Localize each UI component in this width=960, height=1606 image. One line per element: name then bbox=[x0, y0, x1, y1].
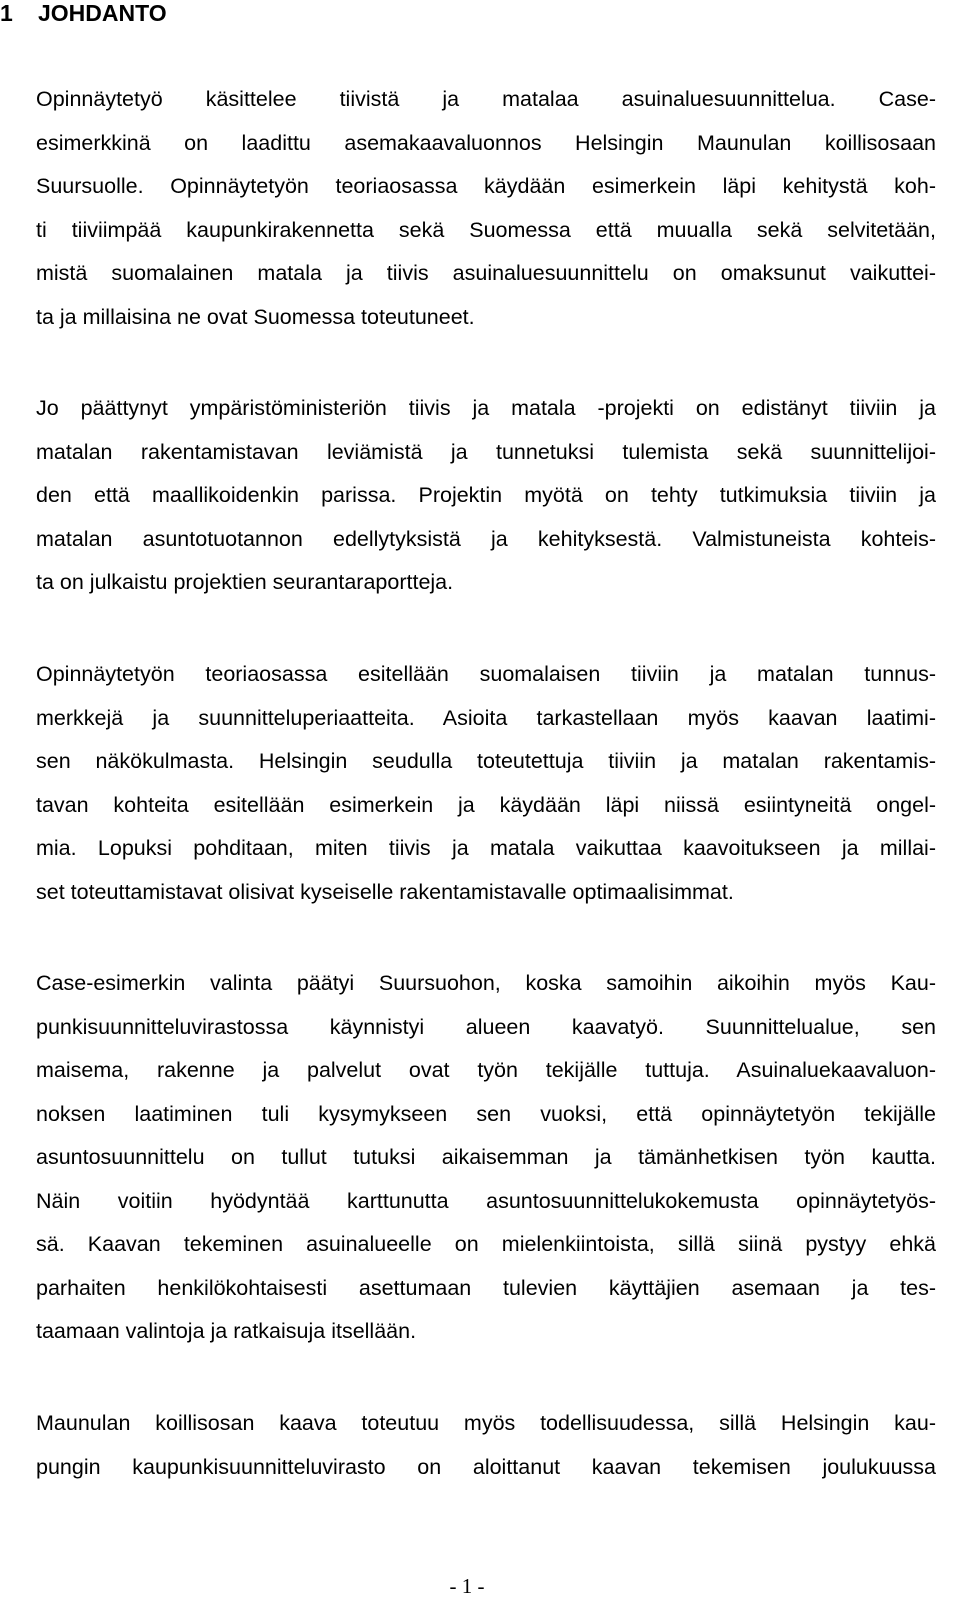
text-line: tavan kohteita esitellään esimerkein ja käydään läpi niissä esiintyneitä ongel- bbox=[36, 792, 936, 817]
paragraph-intro bbox=[36, 78, 936, 339]
text-line: den että maallikoidenkin parissa. Projektin myötä on tehty tutkimuksia tiiviin ja bbox=[36, 483, 936, 507]
text-line: set toteuttamistavat olisivat kyseiselle rakentamistavalle optimaalisimmat. bbox=[36, 879, 734, 904]
text-line: noksen laatiminen tuli kysymykseen sen vuoksi, että opinnäytetyön tekijälle bbox=[36, 1101, 936, 1126]
text-line: ta ja millaisina ne ovat Suomessa toteutuneet. bbox=[36, 304, 475, 329]
text-line: mia. Lopuksi pohditaan, miten tiivis ja matala vaikuttaa kaavoitukseen ja millai- bbox=[36, 836, 936, 860]
paragraph-project bbox=[36, 387, 936, 605]
text-line: esimerkkinä on laadittu asemakaavaluonnos Helsingin Maunulan koillisosaan bbox=[36, 130, 936, 155]
text-line: matalan rakentamistavan leviämistä ja tunnetuksi tulemista sekä suunnittelijoi- bbox=[36, 439, 936, 464]
text-line: pungin kaupunkisuunnitteluvirasto on aloittanut kaavan tekemisen joulukuussa bbox=[36, 1454, 936, 1479]
text-line: asuntosuunnittelu on tullut tutuksi aikaisemman ja tämänhetkisen työn kautta. bbox=[36, 1145, 936, 1169]
text-line: matalan asuntotuotannon edellytyksistä ja kehityksestä. Valmistuneista kohteis- bbox=[36, 526, 936, 551]
paragraph-case bbox=[36, 962, 936, 1354]
text-line: taamaan valintoja ja ratkaisuja itsellään. bbox=[36, 1319, 417, 1343]
text-line: Suursuolle. Opinnäytetyön teoriaosassa käydään esimerkein läpi kehitystä koh- bbox=[36, 174, 936, 198]
chapter-heading bbox=[0, 0, 167, 26]
text-line: maisema, rakenne ja palvelut ovat työn tekijälle tuttuja. Asuinaluekaavaluon- bbox=[36, 1058, 936, 1082]
paragraph-theory bbox=[36, 653, 936, 914]
page-number: - 1 - bbox=[449, 1574, 485, 1598]
text-line: Jo päättynyt ympäristöministeriön tiivis ja matala -projekti on edistänyt tiiviin ja bbox=[36, 396, 936, 420]
text-line: merkkejä ja suunnitteluperiaatteita. Asioita tarkastellaan myös kaavan laatimi- bbox=[36, 705, 936, 730]
text-line: Maunulan koillisosan kaava toteutuu myös todellisuudessa, sillä Helsingin kau- bbox=[36, 1411, 936, 1435]
text-line: ta on julkaistu projektien seurantaraportteja. bbox=[36, 570, 454, 594]
text-line: parhaiten henkilökohtaisesti asettumaan tulevien käyttäjien asemaan ja tes- bbox=[36, 1275, 936, 1300]
text-line: Opinnäytetyö käsittelee tiivistä ja matalaa asuinaluesuunnittelua. Case- bbox=[36, 87, 936, 111]
paragraph-plan bbox=[36, 1402, 936, 1489]
text-line: ti tiiviimpää kaupunkirakennetta sekä Suomessa että muualla sekä selvitetään, bbox=[36, 217, 936, 242]
text-line: sen näkökulmasta. Helsingin seudulla toteutettuja tiiviin ja matalan rakentamis- bbox=[36, 749, 936, 773]
text-line: Case-esimerkin valinta päätyi Suursuohon, koska samoihin aikoihin myös Kau- bbox=[36, 971, 936, 995]
chapter-title: JOHDANTO bbox=[38, 0, 167, 26]
text-line: punkisuunnitteluvirastossa käynnistyi alueen kaavatyö. Suunnittelualue, sen bbox=[36, 1014, 936, 1039]
text-line: Näin voitiin hyödyntää karttunutta asuntosuunnittelukokemusta opinnäytetyös- bbox=[36, 1188, 936, 1213]
text-line: Opinnäytetyön teoriaosassa esitellään suomalaisen tiiviin ja matalan tunnus- bbox=[36, 662, 936, 686]
text-line: mistä suomalainen matala ja tiivis asuinaluesuunnittelu on omaksunut vaikuttei- bbox=[36, 261, 936, 285]
text-line: sä. Kaavan tekeminen asuinalueelle on mielenkiintoista, sillä siinä pystyy ehkä bbox=[36, 1232, 936, 1256]
chapter-number: 1 bbox=[0, 0, 13, 26]
